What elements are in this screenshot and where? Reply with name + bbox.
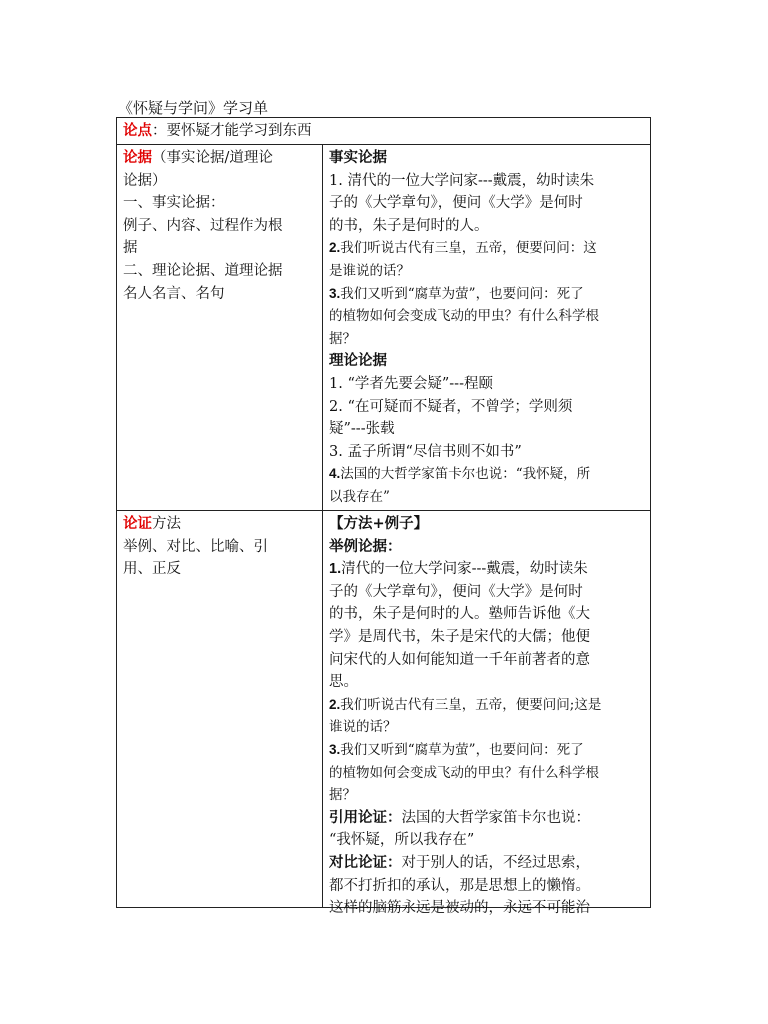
evidence-right-cell xyxy=(323,145,650,510)
fact-item-3-line: 据？ xyxy=(329,330,356,347)
evidence-heading xyxy=(123,147,318,170)
fact-item-3: 3.我们又听到“腐草为萤”，也要问问：死了 xyxy=(329,285,584,302)
contrast-argument-line: 这样的脑筋永远是被动的，永远不可能治 xyxy=(329,900,590,917)
method-label: 论证 xyxy=(123,515,152,532)
example-item-2-line: 谁说的话？ xyxy=(329,719,397,736)
evidence-left-line: 二、理论论据、道理论据 xyxy=(123,262,283,279)
example-item-2: 2.我们听说古代有三皇，五帝，便要问问;这是 xyxy=(329,696,602,713)
method-left-line: 用、正反 xyxy=(123,561,181,578)
example-item-3: 3.我们又听到“腐草为萤”，也要问问：死了 xyxy=(329,741,584,758)
contrast-argument-line: 都不打折扣的承认，那是思想上的懒惰。 xyxy=(329,877,590,894)
fact-item-2-line: 是谁说的话？ xyxy=(329,262,410,279)
evidence-label: 论据 xyxy=(123,149,152,166)
theory-item-2: 2. “在可疑而不疑者，不曾学；学则须 xyxy=(329,398,573,415)
quote-argument: 引用论证：法国的大哲学家笛卡尔也说： xyxy=(329,808,590,826)
evidence-left-line: 例子、内容、过程作为根 xyxy=(123,217,283,234)
example-item-3-line: 的植物如何会变成飞动的甲虫？有什么科学根 xyxy=(329,764,599,781)
fact-item-1: 1. 清代的一位大学问家---戴震，幼时读朱 xyxy=(329,172,595,189)
evidence-heading-line2: 论据） xyxy=(123,172,167,189)
theory-item-4-line: 以我存在” xyxy=(329,488,390,505)
evidence-row xyxy=(117,145,650,511)
evidence-left-line: 名人名言、名句 xyxy=(123,285,225,302)
method-heading xyxy=(123,513,318,536)
fact-item-1-line: 子的《大学章句》，便问《大学》是何时 xyxy=(329,195,583,212)
quote-argument-line: “我怀疑，所以我存在” xyxy=(329,832,475,849)
contrast-argument: 对比论证：对于别人的话，不经过思索， xyxy=(329,853,590,871)
example-item-1-line: 学》是周代书，朱子是宋代的大儒；他便 xyxy=(329,628,590,645)
method-left-cell xyxy=(117,511,323,907)
theory-item-4: 4.法国的大哲学家笛卡尔也说：“我怀疑，所 xyxy=(329,466,591,483)
quote-label: 引用论证： xyxy=(329,808,402,826)
example-item-3-line: 据？ xyxy=(329,787,356,804)
example-item-1-line: 思。 xyxy=(329,674,358,691)
example-item-1-line: 的书，朱子是何时的人。塾师告诉他《大 xyxy=(329,606,590,623)
theory-item-2-line: 疑”---张载 xyxy=(329,421,395,438)
fact-item-2: 2.我们听说古代有三皇，五帝，便要问问：这 xyxy=(329,240,597,257)
theory-evidence-heading: 理论论据 xyxy=(329,352,387,370)
contrast-label: 对比论证： xyxy=(329,853,402,871)
evidence-label-rest: （事实论据/道理论 xyxy=(152,150,273,166)
evidence-left-line: 据 xyxy=(123,240,138,257)
argument-row xyxy=(117,118,650,145)
method-example-heading: 【方法+例子】 xyxy=(329,515,429,532)
study-sheet-table xyxy=(116,117,651,917)
method-row xyxy=(117,511,650,917)
argument-cell xyxy=(117,118,650,143)
fact-item-1-line: 的书，朱子是何时的人。 xyxy=(329,217,489,234)
evidence-left-cell xyxy=(117,145,323,510)
document-title: 《怀疑与学问》学习单 xyxy=(118,99,269,117)
theory-item-1: 1. “学者先要会疑”---程颐 xyxy=(329,375,493,392)
argument-text: 要怀疑才能学习到东西 xyxy=(166,123,312,139)
example-item-1-line: 子的《大学章句》，便问《大学》是何时 xyxy=(329,583,583,600)
argument-colon: ： xyxy=(152,123,167,139)
theory-item-3: 3. 孟子所谓“尽信书则不如书” xyxy=(329,443,522,460)
example-item-1: 1.清代的一位大学问家---戴震，幼时读朱 xyxy=(329,561,588,578)
fact-evidence-heading: 事实论据 xyxy=(329,149,387,166)
argument-label: 论点 xyxy=(123,122,152,139)
method-label-rest: 方法 xyxy=(152,516,181,532)
fact-item-3-line: 的植物如何会变成飞动的甲虫？有什么科学根 xyxy=(329,308,599,325)
evidence-left-line: 一、事实论据： xyxy=(123,195,225,212)
example-evidence-heading: 举例论据： xyxy=(329,537,402,555)
method-left-line: 举例、对比、比喻、引 xyxy=(123,538,268,555)
method-right-cell xyxy=(323,511,650,917)
example-item-1-line: 问宋代的人如何能知道一千年前著者的意 xyxy=(329,651,590,668)
